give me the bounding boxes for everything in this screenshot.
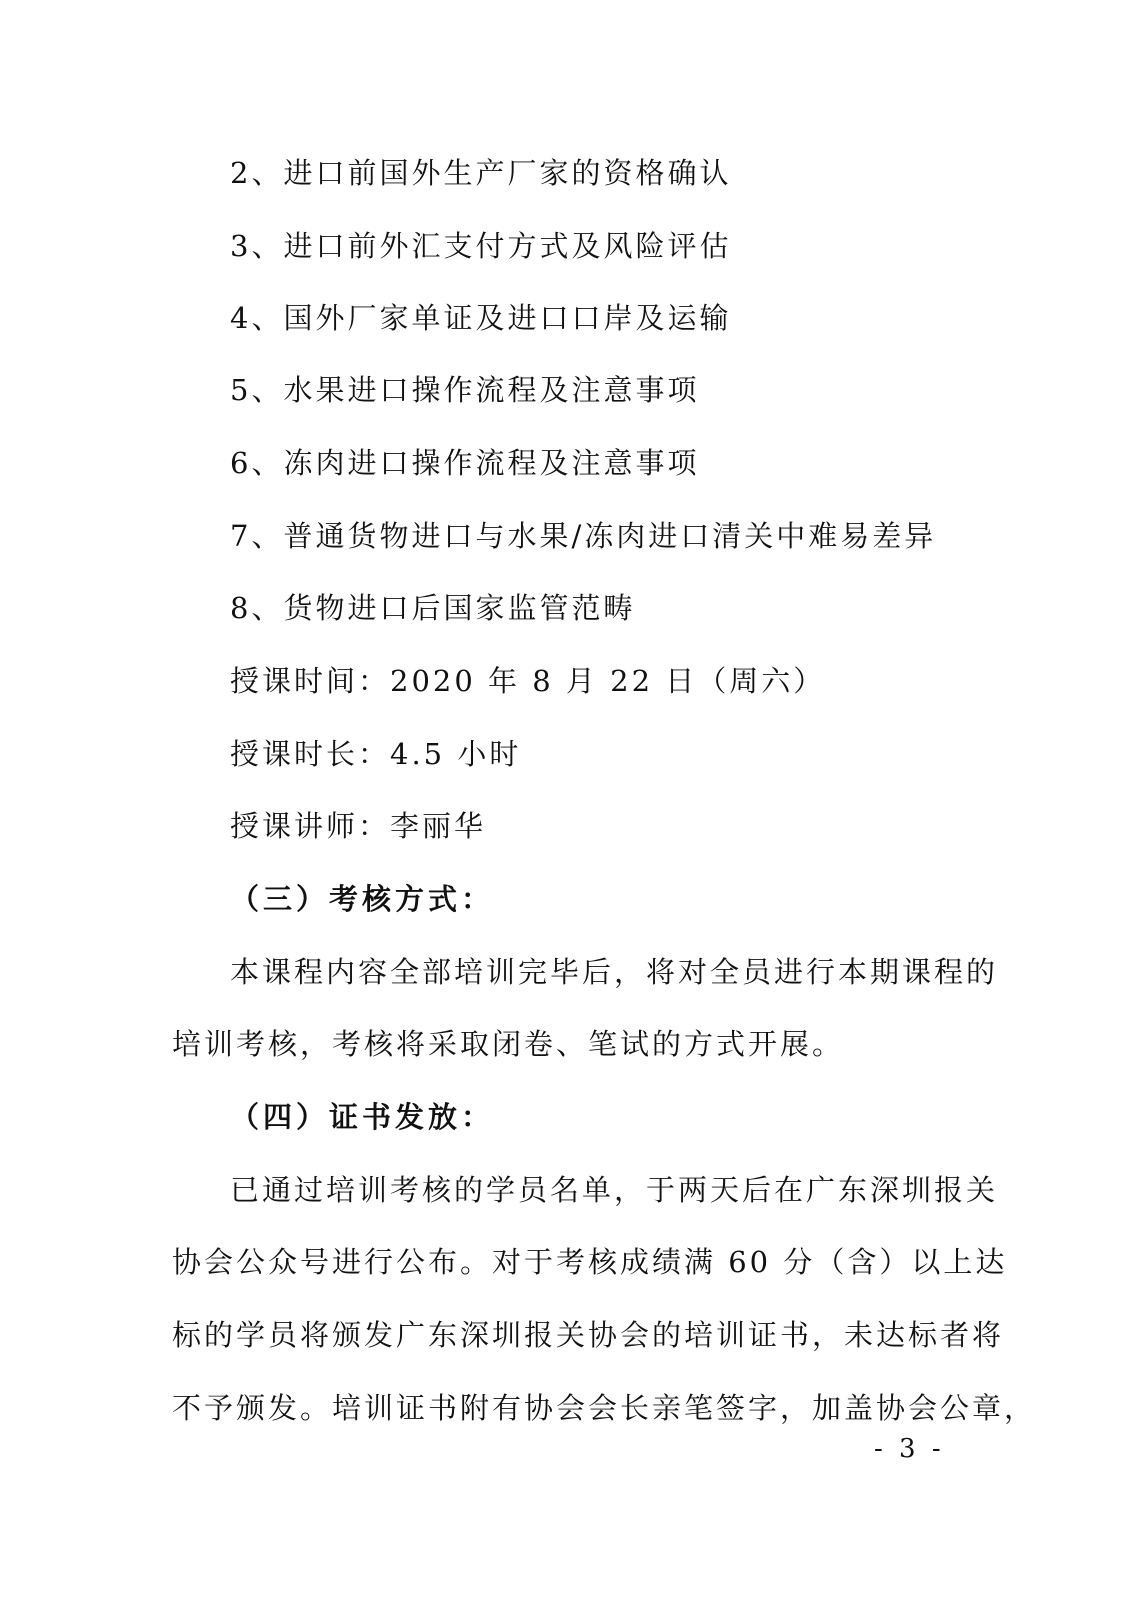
page-number: - 3 - [874,1434,945,1464]
section-four-heading: （四）证书发放： [230,1100,495,1134]
course-duration: 授课时长：4.5 小时 [230,737,522,771]
course-time: 授课时间：2020 年 8 月 22 日（周六） [230,664,826,698]
section-three-heading: （三）考核方式： [230,882,495,916]
course-topic-5: 5、水果进口操作流程及注意事项 [230,373,700,407]
course-topic-8: 8、货物进口后国家监管范畴 [230,591,636,625]
course-topic-7: 7、普通货物进口与水果/冻肉进口清关中难易差异 [230,519,937,553]
section-three-paragraph-line: 培训考核，考核将采取闭卷、笔试的方式开展。 [172,1027,845,1061]
course-topic-2: 2、进口前国外生产厂家的资格确认 [230,156,732,190]
section-three-paragraph-line: 本课程内容全部培训完毕后，将对全员进行本期课程的 [230,955,999,989]
course-topic-6: 6、冻肉进口操作流程及注意事项 [230,446,700,480]
section-four-paragraph-line: 已通过培训考核的学员名单，于两天后在广东深圳报关 [230,1173,999,1207]
section-four-paragraph-line: 标的学员将颁发广东深圳报关协会的培训证书，未达标者将 [172,1318,1005,1352]
course-topic-4: 4、国外厂家单证及进口口岸及运输 [230,301,732,335]
course-topic-3: 3、进口前外汇支付方式及风险评估 [230,229,732,263]
section-four-paragraph-line: 协会公众号进行公布。对于考核成绩满 60 分（含）以上达 [172,1245,1008,1279]
section-four-paragraph-line: 不予颁发。培训证书附有协会会长亲笔签字，加盖协会公章， [172,1391,1037,1425]
course-lecturer: 授课讲师：李丽华 [230,809,487,843]
